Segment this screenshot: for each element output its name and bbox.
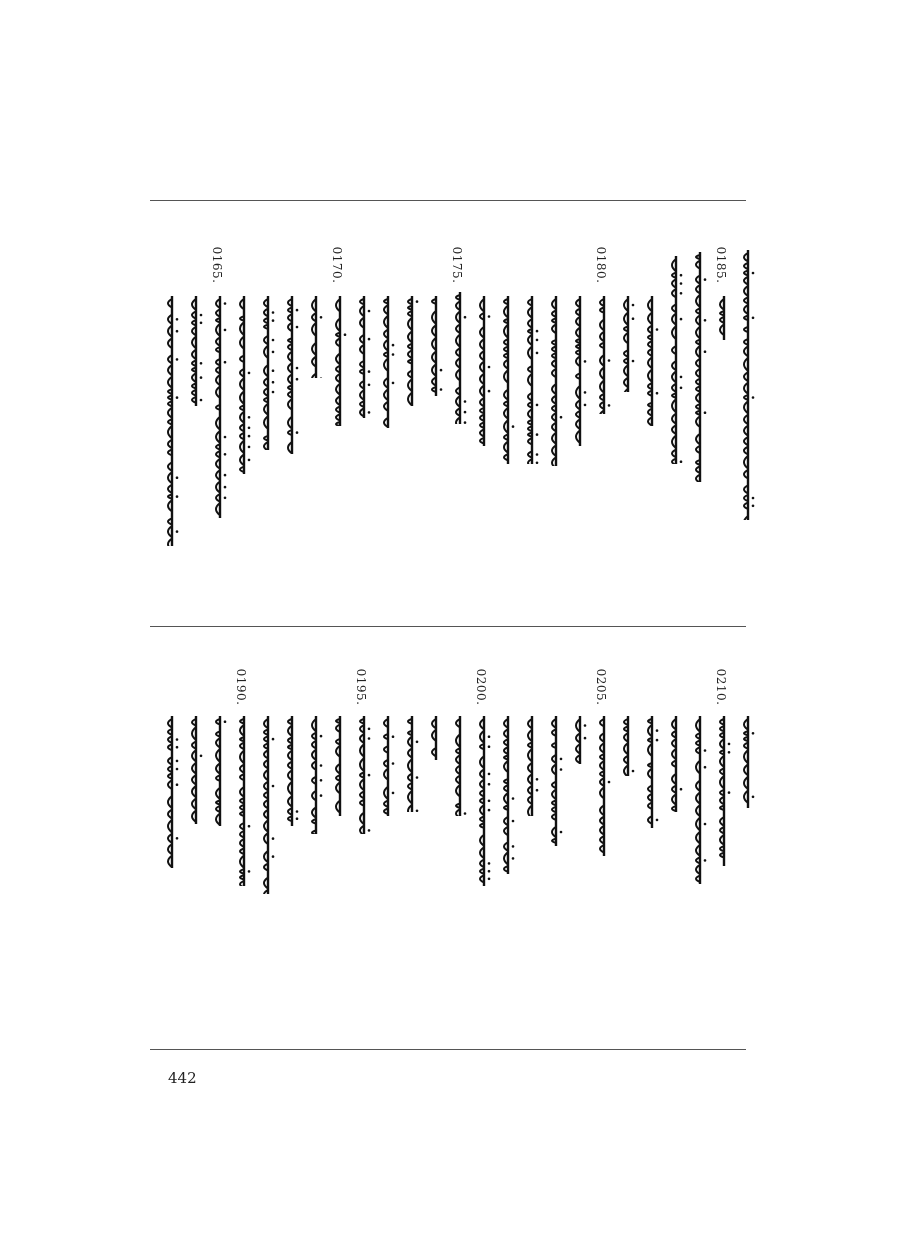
script-dot — [368, 737, 371, 740]
script-dot — [560, 416, 563, 419]
verse-line — [209, 716, 227, 826]
script-dot — [272, 319, 275, 322]
script-dot — [392, 382, 395, 385]
line-number-marker: 0210. — [714, 668, 728, 706]
script-dot — [488, 745, 491, 748]
script-dot — [176, 746, 179, 749]
script-dot — [584, 404, 587, 407]
script-dot — [536, 778, 539, 781]
verse-line — [401, 716, 419, 812]
script-dot — [368, 774, 371, 777]
script-dot — [416, 810, 419, 813]
script-dot — [416, 741, 419, 744]
script-dot — [536, 433, 539, 436]
verse-line — [545, 716, 563, 846]
script-dot — [632, 304, 635, 307]
script-dot — [392, 344, 395, 347]
script-dot — [464, 411, 467, 414]
script-dot — [704, 319, 707, 322]
script-dot — [536, 453, 539, 456]
script-dot — [368, 411, 371, 414]
script-dot — [632, 770, 635, 773]
script-dot — [296, 326, 299, 329]
script-dot — [752, 317, 755, 320]
script-dot — [512, 797, 515, 800]
script-dot — [584, 360, 587, 363]
verse-line — [425, 296, 443, 396]
script-dot — [224, 497, 227, 500]
script-dot — [752, 272, 755, 275]
script-dot — [176, 396, 179, 399]
verse-line — [569, 296, 587, 446]
verse-line — [473, 296, 491, 446]
script-dot — [488, 862, 491, 865]
script-dot — [248, 825, 251, 828]
verse-line — [497, 296, 515, 464]
verse-line — [401, 296, 419, 406]
script-dot — [680, 788, 683, 791]
script-dot — [656, 739, 659, 742]
page-number: 442 — [168, 1069, 197, 1087]
verse-line — [449, 292, 467, 424]
script-dot — [248, 870, 251, 873]
script-dot — [752, 396, 755, 399]
script-dot — [176, 738, 179, 741]
script-dot — [176, 783, 179, 786]
script-dot — [368, 370, 371, 373]
script-dot — [464, 316, 467, 319]
script-dot — [224, 302, 227, 305]
script-dot — [728, 791, 731, 794]
script-dot — [680, 282, 683, 285]
script-dot — [416, 300, 419, 303]
script-dot — [536, 330, 539, 333]
line-number-marker: 0170. — [330, 246, 344, 284]
script-dot — [488, 773, 491, 776]
script-dot — [656, 729, 659, 732]
script-dot — [320, 794, 323, 797]
script-dot — [320, 764, 323, 767]
script-dot — [296, 378, 299, 381]
verse-line — [617, 296, 635, 392]
script-dot — [584, 391, 587, 394]
script-dot — [680, 292, 683, 295]
script-dot — [536, 789, 539, 792]
script-dot — [176, 495, 179, 498]
verse-line — [209, 296, 227, 518]
script-dot — [272, 738, 275, 741]
verse-line — [161, 716, 179, 868]
script-dot — [176, 760, 179, 763]
script-dot — [272, 351, 275, 354]
verse-line — [713, 716, 731, 866]
script-dot — [704, 350, 707, 353]
script-dot — [632, 360, 635, 363]
script-dot — [536, 404, 539, 407]
script-dot — [752, 732, 755, 735]
script-dot — [296, 367, 299, 370]
verse-line — [689, 252, 707, 482]
verse-line — [545, 296, 563, 466]
verse-line — [665, 716, 683, 812]
line-number-marker: 0180. — [594, 246, 608, 284]
verse-line — [521, 296, 539, 464]
script-dot — [728, 751, 731, 754]
script-dot — [176, 476, 179, 479]
verse-line — [641, 296, 659, 426]
script-dot — [440, 388, 443, 391]
script-dot — [680, 460, 683, 463]
script-dot — [344, 333, 347, 336]
script-dot — [200, 376, 203, 379]
script-dot — [272, 837, 275, 840]
verse-line — [233, 716, 251, 886]
script-dot — [464, 421, 467, 424]
script-dot — [488, 800, 491, 803]
verse-line — [665, 256, 683, 464]
script-dot — [176, 837, 179, 840]
script-dot — [704, 766, 707, 769]
script-dot — [728, 743, 731, 746]
script-dot — [200, 322, 203, 325]
script-dot — [224, 453, 227, 456]
verse-line — [305, 716, 323, 834]
line-number-marker: 0195. — [354, 668, 368, 706]
script-dot — [368, 338, 371, 341]
verse-line — [737, 250, 755, 520]
script-dot — [392, 792, 395, 795]
script-dot — [296, 810, 299, 813]
script-dot — [488, 870, 491, 873]
script-dot — [224, 329, 227, 332]
verse-line — [185, 716, 203, 824]
verse-line — [713, 296, 731, 340]
bottom-rule — [150, 1049, 746, 1050]
script-dot — [272, 855, 275, 858]
line-number-marker: 0200. — [474, 668, 488, 706]
verse-line — [329, 716, 347, 816]
script-dot — [368, 310, 371, 313]
script-dot — [632, 317, 635, 320]
script-dot — [752, 497, 755, 500]
script-dot — [680, 318, 683, 321]
verse-line — [593, 296, 611, 414]
script-dot — [200, 314, 203, 317]
script-dot — [656, 819, 659, 822]
verse-line — [521, 716, 539, 816]
script-dot — [608, 781, 611, 784]
script-dot — [272, 391, 275, 394]
script-dot — [512, 820, 515, 823]
verse-line — [593, 716, 611, 856]
verse-line — [737, 716, 755, 808]
verse-line — [281, 716, 299, 826]
script-dot — [272, 785, 275, 788]
script-dot — [224, 474, 227, 477]
verse-line — [281, 296, 299, 454]
script-dot — [392, 353, 395, 356]
script-dot — [296, 817, 299, 820]
script-dot — [488, 390, 491, 393]
script-dot — [248, 372, 251, 375]
verse-line — [449, 716, 467, 816]
script-dot — [512, 425, 515, 428]
verse-line — [497, 716, 515, 874]
script-dot — [584, 724, 587, 727]
script-dot — [320, 735, 323, 738]
script-dot — [584, 737, 587, 740]
script-dot — [248, 427, 251, 430]
script-dot — [320, 316, 323, 319]
line-number-marker: 0175. — [450, 246, 464, 284]
verse-line — [353, 716, 371, 834]
verse-line — [377, 296, 395, 428]
verse-line — [257, 296, 275, 450]
script-dot — [488, 809, 491, 812]
script-dot — [488, 783, 491, 786]
script-dot — [176, 358, 179, 361]
verse-line — [617, 716, 635, 776]
script-dot — [656, 392, 659, 395]
script-dot — [200, 755, 203, 758]
script-dot — [488, 366, 491, 369]
script-dot — [200, 399, 203, 402]
script-dot — [464, 400, 467, 403]
verse-line — [689, 716, 707, 884]
script-dot — [176, 318, 179, 321]
script-dot — [752, 505, 755, 508]
script-dot — [224, 486, 227, 489]
verse-line — [473, 716, 491, 886]
script-dot — [512, 857, 515, 860]
script-dot — [248, 459, 251, 462]
script-dot — [392, 762, 395, 765]
script-dot — [368, 384, 371, 387]
script-dot — [224, 436, 227, 439]
verse-line — [569, 716, 587, 764]
script-dot — [560, 768, 563, 771]
script-dot — [536, 462, 539, 465]
script-dot — [536, 339, 539, 342]
middle-rule — [150, 626, 746, 627]
script-dot — [224, 361, 227, 364]
script-dot — [416, 776, 419, 779]
script-dot — [272, 311, 275, 314]
verse-line — [641, 716, 659, 828]
script-dot — [704, 278, 707, 281]
script-dot — [680, 274, 683, 277]
script-dot — [368, 728, 371, 731]
verse-line — [377, 716, 395, 816]
script-dot — [560, 758, 563, 761]
script-dot — [440, 369, 443, 372]
script-dot — [680, 387, 683, 390]
verse-line — [305, 296, 323, 378]
line-number-marker: 0190. — [234, 668, 248, 706]
verse-line — [233, 296, 251, 474]
script-dot — [608, 359, 611, 362]
script-dot — [272, 369, 275, 372]
script-dot — [560, 831, 563, 834]
script-dot — [272, 381, 275, 384]
top-rule — [150, 200, 746, 201]
script-dot — [368, 829, 371, 832]
script-dot — [320, 779, 323, 782]
script-dot — [248, 416, 251, 419]
script-dot — [224, 720, 227, 723]
script-dot — [296, 309, 299, 312]
script-dot — [272, 339, 275, 342]
verse-line — [353, 296, 371, 418]
verse-line — [185, 296, 203, 406]
script-dot — [176, 330, 179, 333]
script-dot — [680, 376, 683, 379]
script-dot — [704, 411, 707, 414]
script-dot — [704, 823, 707, 826]
script-dot — [200, 362, 203, 365]
line-number-marker: 0205. — [594, 668, 608, 706]
script-dot — [176, 768, 179, 771]
script-dot — [248, 446, 251, 449]
script-dot — [512, 845, 515, 848]
verse-line — [161, 296, 179, 546]
script-dot — [656, 328, 659, 331]
script-dot — [296, 431, 299, 434]
line-number-marker: 0165. — [210, 246, 224, 284]
script-dot — [704, 749, 707, 752]
verse-line — [329, 296, 347, 426]
script-dot — [752, 796, 755, 799]
script-dot — [248, 435, 251, 438]
line-number-marker: 0185. — [714, 246, 728, 284]
script-dot — [320, 377, 323, 378]
script-dot — [464, 812, 467, 815]
script-dot — [488, 735, 491, 738]
script-dot — [488, 315, 491, 318]
verse-line — [425, 716, 443, 760]
script-dot — [536, 352, 539, 355]
script-dot — [488, 878, 491, 881]
verse-line — [257, 716, 275, 894]
script-dot — [608, 404, 611, 407]
script-dot — [392, 735, 395, 738]
script-dot — [176, 530, 179, 533]
script-dot — [704, 859, 707, 862]
